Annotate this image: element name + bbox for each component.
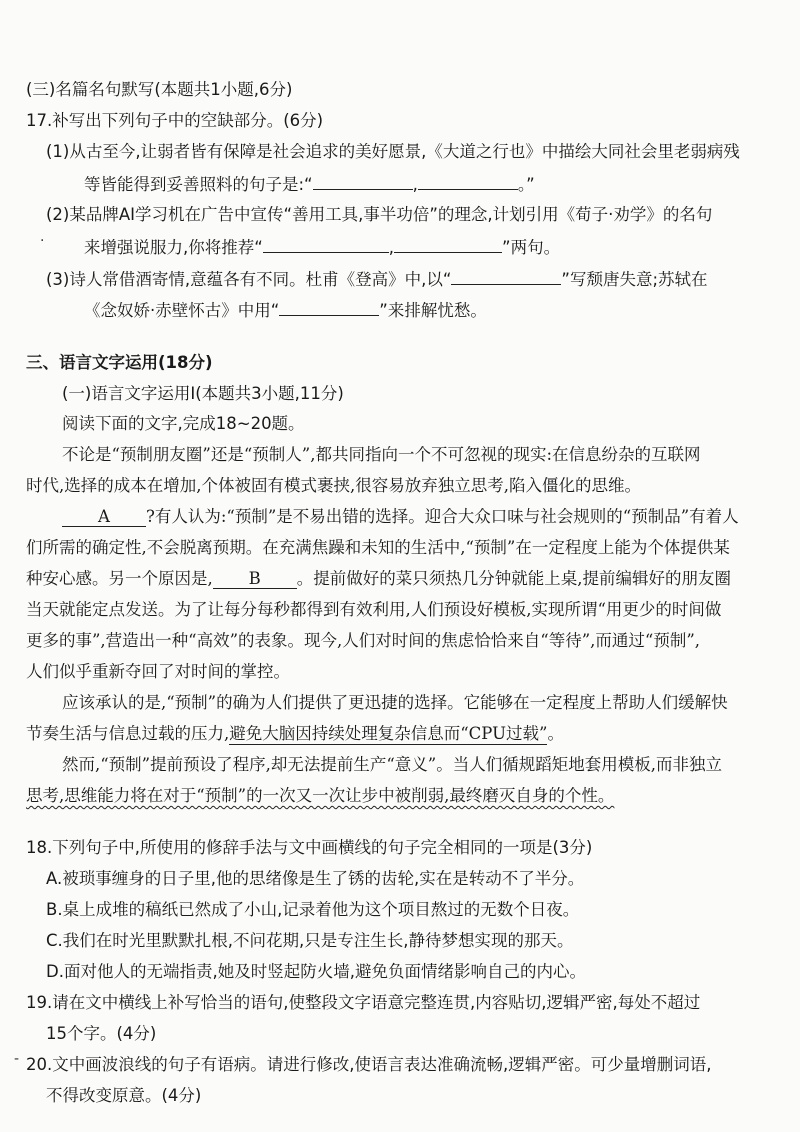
answer-blank-4[interactable] xyxy=(394,234,502,253)
section3-header: (三)名篇名句默写(本题共1小题,6分) xyxy=(26,80,293,99)
answer-blank-3[interactable] xyxy=(263,234,389,253)
q17-part3-line2-prefix: 《念奴娇·赤壁怀古》中用“ xyxy=(84,301,280,320)
passage-para3-line2 xyxy=(26,722,800,746)
q17-part2-suffix: ”两句。 xyxy=(502,238,561,257)
q18-option-d[interactable]: D.面对他人的无端指责,她及时竖起防火墙,避免负面情绪影响自己的内心。 xyxy=(46,962,586,981)
passage-para2-line3-a: 种安心感。另一个原因是, xyxy=(26,569,213,588)
passage-para2-line2: 们所需的确定性,不会脱离预期。在充满焦躁和未知的生活中,“预制”在一定程度上能为个体提供某 xyxy=(26,538,730,557)
q20-line1: 20.文中画波浪线的句子有语病。请进行修改,使语言表达准确流畅,逻辑严密。可少量增删词语, xyxy=(26,1055,712,1074)
q20-line2: 不得改变原意。(4分) xyxy=(46,1086,202,1105)
answer-blank-1[interactable] xyxy=(313,171,413,190)
passage-para2-line4: 当天就能定点发送。为了让每分每秒都得到有效利用,人们预设好模板,实现所谓“用更少的时间做 xyxy=(26,600,722,619)
passage-para2-line5: 更多的事”,营造出一种“高效”的表象。现今,人们对时间的焦虑恰恰来自“等待”,而通过“预制”, xyxy=(26,631,701,650)
q19-line2: 15个字。(4分) xyxy=(46,1024,157,1043)
q17-part1-line2 xyxy=(84,171,800,197)
passage-para4-line1-text: 然而,“预制”提前预设了程序,却无法提前生产“意义”。当人们循规蹈矩地套用模板,而非独立 xyxy=(62,755,722,774)
passage-para3-line2-c: 。 xyxy=(547,724,564,743)
passage-para2-line6: 人们似乎重新夺回了对时间的掌控。 xyxy=(26,662,290,681)
passage-blank-b[interactable]: B xyxy=(213,570,297,589)
passage-para3-line1: 应该承认的是,“预制”的确为人们提供了更迅捷的选择。它能够在一定程度上帮助人们缓解快 xyxy=(62,693,728,712)
q17-part3-mid: ”写颓唐失意;苏轼在 xyxy=(561,270,708,289)
q17-part3-prefix: (3)诗人常借酒寄情,意蕴各有不同。杜甫《登高》中,以“ xyxy=(46,270,452,289)
subsection1-header: (一)语言文字运用Ⅰ(本题共3小题,11分) xyxy=(62,384,344,403)
passage-blank-a[interactable]: A xyxy=(62,508,146,527)
passage-para4-line1 xyxy=(62,753,800,777)
passage-para4-line2 xyxy=(26,784,800,808)
q18-option-a[interactable]: A.被琐事缠身的日子里,他的思绪像是生了锈的齿轮,实在是转动不了半分。 xyxy=(46,869,585,888)
scan-speck: - xyxy=(14,1051,20,1067)
q17-part1-prefix: 等皆能得到妥善照料的句子是:“ xyxy=(84,175,313,194)
scan-speck: . xyxy=(40,229,45,245)
q17-part2-line2 xyxy=(84,234,800,260)
passage-para2-line3-b: 。提前做好的菜只须热几分钟就能上桌,提前编辑好的朋友圈 xyxy=(296,569,731,588)
passage-para2-line1 xyxy=(62,505,800,529)
q17-part1-suffix: 。” xyxy=(517,175,535,194)
q17-part2-line1: (2)某品牌AI学习机在广告中宣传“善用工具,事半功倍”的理念,计划引用《荀子·劝学》的名句 xyxy=(46,205,713,224)
underlined-sentence: 避免大脑因持续处理复杂信息而“CPU过载” xyxy=(229,724,548,743)
q18-option-c[interactable]: C.我们在时光里默默扎根,不问花期,只是专注生长,静待梦想实现的那天。 xyxy=(46,931,574,950)
q17-part3-line2-suffix: ”来排解忧愁。 xyxy=(379,301,487,320)
answer-blank-5[interactable] xyxy=(451,266,561,285)
q17-part3-line1 xyxy=(46,266,800,292)
q17-stem: 17.补写出下列句子中的空缺部分。(6分) xyxy=(26,111,324,130)
answer-blank-6[interactable] xyxy=(279,297,379,316)
q19-line1: 19.请在文中横线上补写恰当的语句,使整段文字语意完整连贯,内容贴切,逻辑严密,每处不超过 xyxy=(26,993,701,1012)
q17-part2-prefix: 来增强说服力,你将推荐“ xyxy=(84,238,263,257)
answer-blank-2[interactable] xyxy=(418,171,518,190)
q17-part3-line2 xyxy=(84,297,800,323)
q18-stem: 18.下列句子中,所使用的修辞手法与文中画横线的句子完全相同的一项是(3分) xyxy=(26,838,593,857)
q17-part2-comma: , xyxy=(388,238,395,257)
wavy-underlined-sentence: 思考,思维能力将在对于“预制”的一次又一次让步中被削弱,最终磨灭自身的个性。 xyxy=(26,786,615,805)
reading-instruction: 阅读下面的文字,完成18~20题。 xyxy=(62,414,305,433)
q17-part1-comma: , xyxy=(412,175,418,194)
q17-part1-line1: (1)从古至今,让弱者皆有保障是社会追求的美好愿景,《大道之行也》中描绘大同社会里老弱病残 xyxy=(46,142,740,161)
passage-para3-line2-a: 节奏生活与信息过载的压力, xyxy=(26,724,230,743)
passage-para2-line1-text: ?有人认为:“预制”是不易出错的选择。迎合大众口味与社会规则的“预制品”有着人 xyxy=(146,507,739,526)
part3-header: 三、语言文字运用(18分) xyxy=(26,353,213,372)
passage-para1-line2: 时代,选择的成本在增加,个体被固有模式裹挟,很容易放弃独立思考,陷入僵化的思维。 xyxy=(26,476,641,495)
passage-para2-line3 xyxy=(26,567,800,591)
q18-option-b[interactable]: B.桌上成堆的稿纸已然成了小山,记录着他为这个项目熬过的无数个日夜。 xyxy=(46,900,580,919)
passage-para1-line1: 不论是“预制朋友圈”还是“预制人”,都共同指向一个不可忽视的现实:在信息纷杂的互联网 xyxy=(62,445,701,464)
